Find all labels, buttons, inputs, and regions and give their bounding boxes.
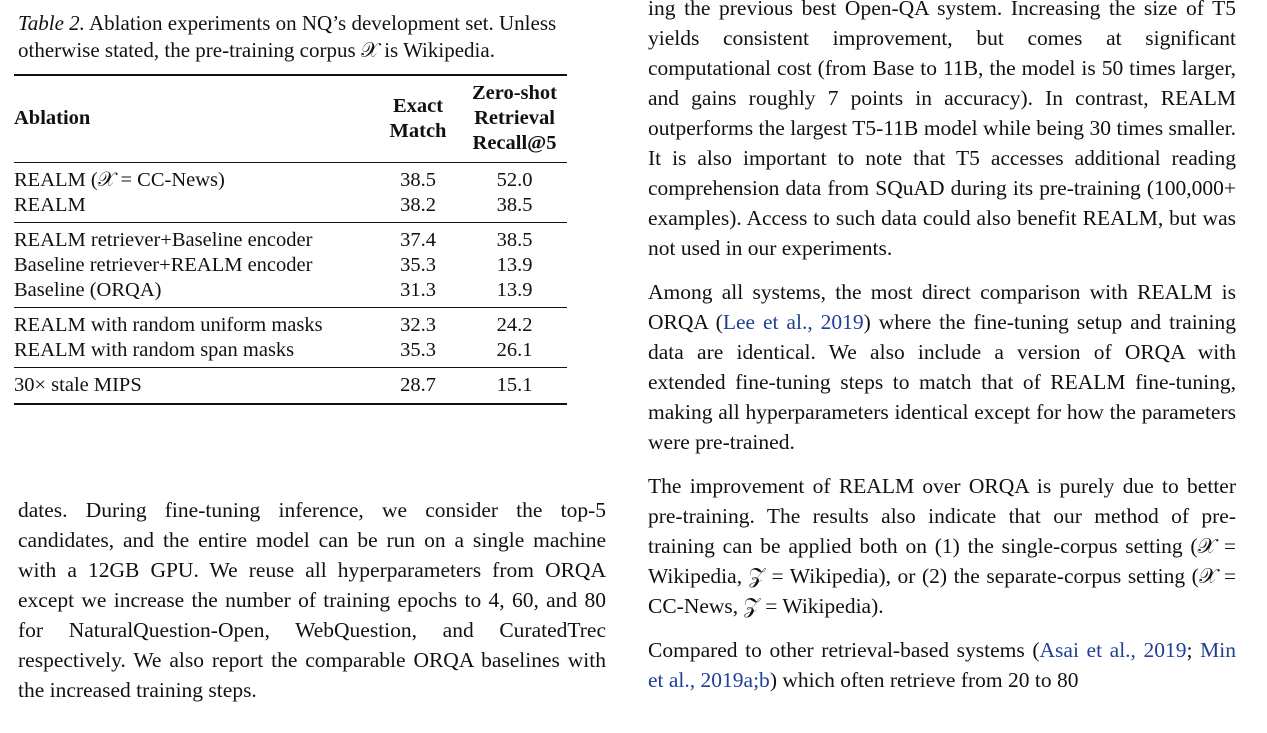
header-zero-shot-line1: Zero-shot [471, 82, 558, 104]
header-zero-shot [462, 75, 567, 163]
header-exact-match-line1: Exact [392, 94, 444, 117]
table-row [14, 308, 567, 339]
header-ablation: Ablation [14, 107, 91, 129]
cell-exact-match: 32.3 [400, 314, 436, 336]
right-paragraph-4-sep: ; [1186, 638, 1201, 662]
cell-recall: 15.1 [496, 374, 533, 396]
right-paragraph-2 [648, 277, 1236, 457]
right-paragraph-4-text-b: ) which often retrieve from 20 to 80 [769, 668, 1079, 692]
cell-recall: 26.1 [496, 339, 533, 361]
right-paragraph-4-text-a: Compared to other retrieval-based systems ( [648, 638, 1040, 662]
right-paragraph-2-text-a: Among all systems, the most direct comparison with REALM is ORQA ( [648, 280, 1236, 334]
table-row [14, 278, 567, 308]
ablation-table [14, 74, 567, 405]
cell-exact-match: 35.3 [400, 339, 436, 361]
table-row [14, 368, 567, 405]
left-column [18, 10, 606, 64]
right-paragraph-3: The improvement of REALM over ORQA is purely due to better pre-training. The results also indicate that our method of pre-training can be applied both on (1) the single-corpus setting (𝒳 = Wikipedia, 𝒵 = Wikipedia), or (2) the separate-corpus setting (𝒳 = CC-News, 𝒵 = Wikipedia). [648, 474, 1236, 618]
right-paragraph-4 [648, 635, 1236, 695]
ablation-table-container [14, 74, 567, 405]
table-caption [18, 10, 606, 64]
table-header-row [14, 75, 567, 163]
cell-ablation: REALM (𝒳 = CC-News) [14, 169, 225, 191]
cell-exact-match: 31.3 [400, 279, 436, 301]
citation-min-2019[interactable]: Min et al., 2019a;b [648, 638, 1236, 692]
header-zero-shot-line3: Recall@5 [472, 132, 557, 154]
cell-exact-match: 38.5 [400, 169, 436, 191]
header-exact-match [374, 75, 462, 163]
cell-recall: 13.9 [496, 254, 533, 276]
cell-ablation: REALM retriever+Baseline encoder [14, 229, 313, 251]
cell-ablation: REALM with random span masks [14, 339, 295, 361]
cell-ablation: Baseline retriever+REALM encoder [14, 254, 313, 276]
citation-asai-2019[interactable]: Asai et al., 2019 [1039, 638, 1187, 662]
cell-ablation: REALM with random uniform masks [14, 314, 323, 336]
cell-exact-match: 35.3 [400, 254, 436, 276]
cell-recall: 38.5 [496, 194, 533, 216]
left-body-paragraph: dates. During fine-tuning inference, we consider the top-5 candidates, and the entire model can be run on a single machine with a 12GB GPU. We reuse all hyperparameters from ORQA except we increase the number of training epochs to 4, 60, and 80 for NaturalQuestion-Open, WebQuestion, and CuratedTrec respectively. We also report the comparable ORQA baselines with the increased training steps. [18, 498, 606, 702]
cell-recall: 24.2 [496, 314, 533, 336]
table-row [14, 338, 567, 368]
table-row [14, 163, 567, 194]
cell-exact-match: 28.7 [400, 374, 436, 396]
table-row [14, 193, 567, 223]
table-caption-text: Ablation experiments on NQ’s development set. Unless otherwise stated, the pre-training corpus 𝒳 is Wikipedia. [18, 11, 557, 62]
header-zero-shot-line2: Retrieval [474, 107, 555, 129]
table-row [14, 223, 567, 254]
table-caption-label: Table 2. [18, 11, 85, 35]
right-paragraph-1: ing the previous best Open-QA system. Increasing the size of T5 yields consistent improvement, but comes at significant computational cost (from Base to 11B, the model is 50 times larger, and gains roughly 7 points in accuracy). In contrast, REALM outperforms the largest T5-11B model while being 30 times smaller. It is also important to note that T5 accesses additional reading comprehension data from SQuAD during its pre-training (100,000+ examples). Access to such data could also benefit REALM, but was not used in our experiments. [648, 0, 1236, 260]
cell-ablation: Baseline (ORQA) [14, 279, 162, 301]
citation-lee-2019[interactable]: Lee et al., 2019 [722, 310, 864, 334]
right-paragraph-2-text-b: ) where the fine-tuning setup and training data are identical. We also include a version of ORQA with extended fine-tuning steps to match that of REALM fine-tuning, making all hyperparameters identical except for how the parameters were pre-trained. [648, 310, 1236, 454]
cell-exact-match: 38.2 [400, 194, 436, 216]
cell-ablation: 30× stale MIPS [14, 374, 142, 396]
cell-recall: 52.0 [496, 169, 533, 191]
right-column [648, 0, 1236, 709]
cell-recall: 13.9 [496, 279, 533, 301]
table-row [14, 253, 567, 278]
cell-recall: 38.5 [496, 229, 533, 251]
cell-exact-match: 37.4 [400, 229, 436, 251]
header-exact-match-line2: Match [389, 119, 447, 142]
cell-ablation: REALM [14, 194, 86, 216]
